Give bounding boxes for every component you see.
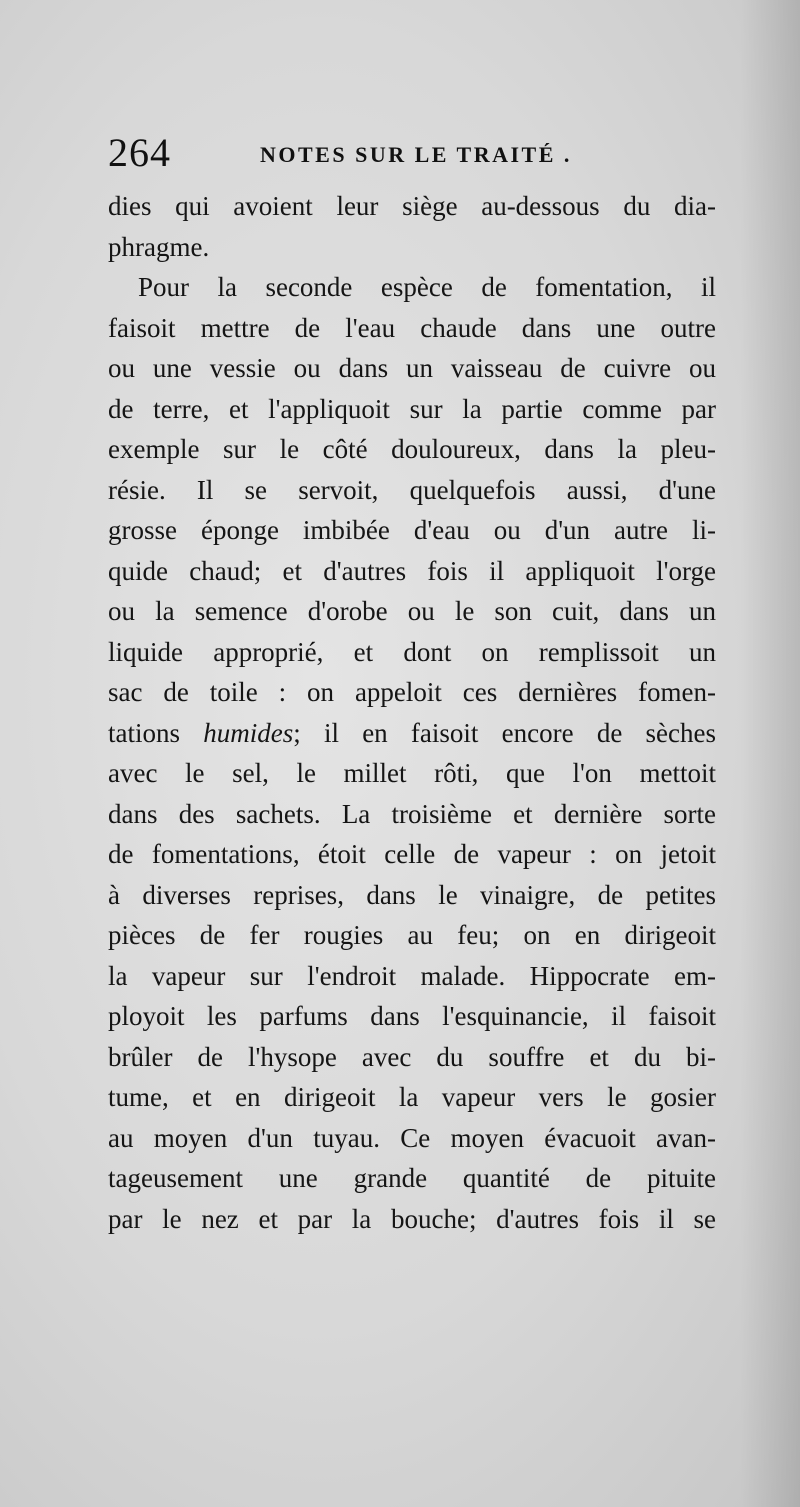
text-line: tume, et en dirigeoit la vapeur vers le gosier (108, 1082, 716, 1112)
text-line: ployoit les parfums dans l'esquinancie, il faisoit (108, 1001, 716, 1031)
text-line: la vapeur sur l'endroit malade. Hippocrate em- (108, 960, 716, 991)
text-line: ou une vessie ou dans un vaisseau de cuivre ou (108, 353, 716, 383)
text-line: Pour la seconde espèce de fomentation, il (138, 272, 716, 302)
text-line: par le nez et par la bouche; d'autres fois il se (108, 1203, 716, 1234)
page-number: 264 (108, 130, 171, 175)
text-line: pièces de fer rougies au feu; on en dirigeoit (108, 920, 716, 950)
text-line: dies qui avoient leur siège au-dessous du dia- (108, 191, 716, 221)
text-line: quide chaud; et d'autres fois il appliquoit l'orge (108, 555, 716, 586)
text-line: avec le sel, le millet rôti, que l'on mettoit (108, 758, 716, 788)
text-line: liquide approprié, et dont on remplissoit un (108, 636, 716, 667)
text-line: de fomentations, étoit celle de vapeur : on jetoit (108, 839, 716, 869)
text-line: à diverses reprises, dans le vinaigre, de petites (108, 879, 716, 910)
text-segment: ; il en faisoit encore de sèches (293, 717, 716, 748)
text-line: résie. Il se servoit, quelquefois aussi, d'une (108, 474, 716, 505)
text-line: brûler de l'hysope avec du souffre et du bi- (108, 1041, 716, 1072)
text-line: faisoit mettre de l'eau chaude dans une outre (108, 312, 716, 343)
body-text (108, 186, 716, 1239)
text-line: grosse éponge imbibée d'eau ou d'un autre li- (108, 515, 716, 545)
text-line: de terre, et l'appliquoit sur la partie comme par (108, 393, 716, 424)
text-line: dans des sachets. La troisième et dernière sorte (108, 798, 716, 829)
text-line: phragme. (108, 231, 210, 262)
text-line: au moyen d'un tuyau. Ce moyen évacuoit avan- (108, 1122, 716, 1153)
text-line: ou la semence d'orobe ou le son cuit, dans un (108, 596, 716, 626)
text-line: exemple sur le côté douloureux, dans la pleu- (108, 434, 716, 464)
text-line: sac de toile : on appeloit ces dernières fomen- (108, 677, 716, 707)
running-head: NOTES SUR LE TRAITÉ . (260, 142, 572, 167)
page-header (108, 128, 588, 178)
text-line: tageusement une grande quantité de pituite (108, 1163, 716, 1193)
text-line-with-italic (108, 713, 716, 754)
text-segment: tations (108, 717, 204, 748)
italic-word: humides (203, 717, 294, 748)
